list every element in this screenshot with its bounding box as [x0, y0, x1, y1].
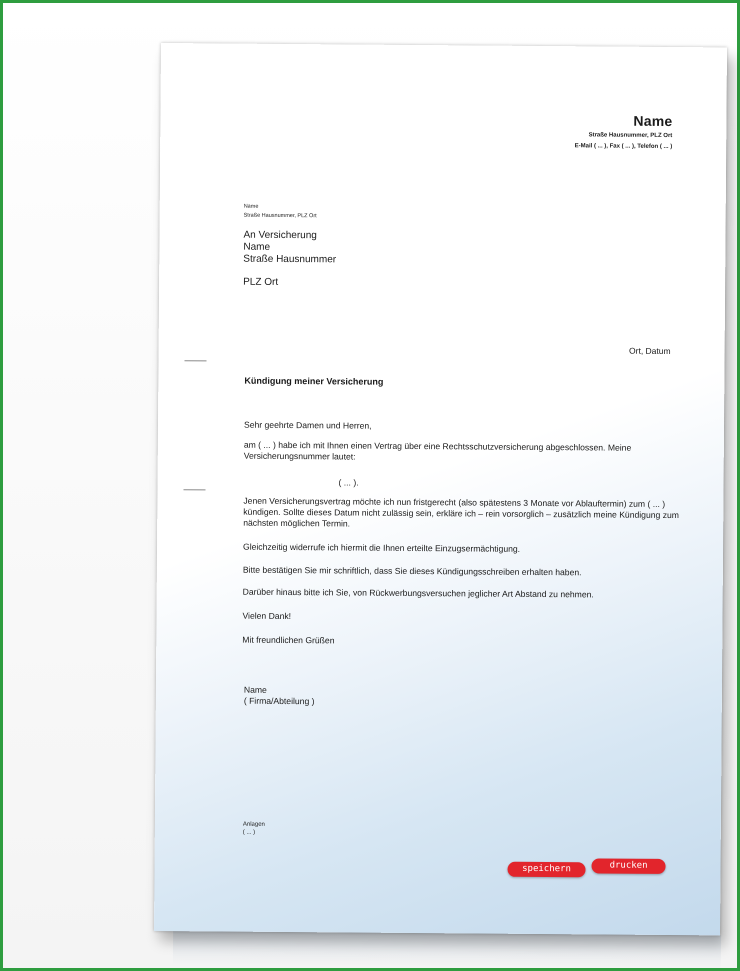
print-button[interactable]: drucken: [591, 858, 665, 874]
letter-page: [154, 43, 727, 935]
recipient-line-4: PLZ Ort: [243, 276, 279, 288]
return-address-name: Name: [243, 203, 259, 210]
preview-stage: [3, 3, 737, 968]
attachments-label: Anlagen: [242, 821, 265, 828]
paragraph-contract: am ( ... ) habe ich mit Ihnen einen Vertrag über eine Rechtsschutzversicherung abgeschlossen. Meine Versicherungsnummer lautet:: [243, 439, 632, 462]
recipient-line-3: Straße Hausnummer: [243, 253, 337, 266]
policy-number: ( ... ).: [338, 477, 359, 488]
fold-mark-middle: [183, 489, 205, 490]
recipient-line-2: Name: [243, 241, 271, 253]
salutation: Sehr geehrte Damen und Herren,: [243, 419, 372, 431]
return-address-street: Straße Hausnummer, PLZ Ort: [243, 212, 317, 220]
place-date: Ort, Datum: [628, 345, 671, 357]
save-button[interactable]: speichern: [507, 862, 585, 878]
paragraph-termination: Jenen Versicherungsvertrag möchte ich nun fristgerecht (also spätestens 3 Monate vor Ablauftermin) zum ( ... ) kündigen. Sollte dieses Datum nicht zulässig sein, erkläre ich – rein vorsorglich – zusätzlich meine Kündigung zum nächsten möglichen Termin.: [243, 495, 679, 529]
closing: Mit freundlichen Grüßen: [242, 634, 335, 646]
subject-line: Kündigung meiner Versicherung: [244, 375, 384, 387]
signature-name: Name: [243, 684, 267, 695]
paragraph-no-winback: Darüber hinaus bitte ich Sie, von Rückwerbungsversuchen jeglicher Art Abstand zu nehmen.: [242, 586, 594, 600]
signature-department: ( Firma/Abteilung ): [243, 695, 315, 707]
sender-address: Straße Hausnummer, PLZ Ort: [588, 132, 673, 140]
sender-name: Name: [633, 112, 673, 130]
recipient-block: [243, 230, 336, 290]
attachments-value: ( ... ): [242, 829, 256, 836]
paragraph-thanks: Vielen Dank!: [242, 610, 292, 622]
paragraph-confirmation: Bitte bestätigen Sie mir schriftlich, dass Sie dieses Kündigungsschreiben erhalten haben.: [242, 564, 582, 578]
fold-mark-top: [185, 360, 207, 361]
recipient-line-1: An Versicherung: [243, 229, 317, 242]
paragraph-direct-debit: Gleichzeitig widerrufe ich hiermit die Ihnen erteilte Einzugsermächtigung.: [243, 541, 521, 554]
recipient-gap: [243, 266, 336, 278]
page-reflection: [173, 931, 721, 969]
sender-contact: E-Mail ( ... ), Fax ( ... ), Telefon ( ... ): [574, 143, 673, 151]
